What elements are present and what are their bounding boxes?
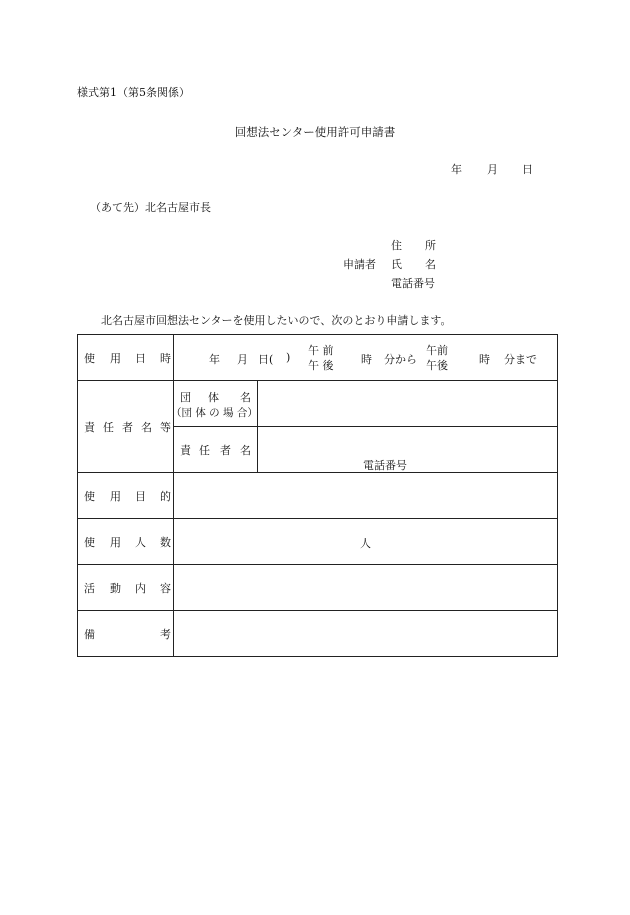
responsible-person-label: 責 任 者 名: [174, 427, 258, 473]
activity-row: [78, 565, 558, 611]
group-name-note: （団 体 の 場 合）: [171, 407, 258, 419]
phone-label: 電話番号: [391, 277, 435, 290]
end-am-label: 午前: [426, 344, 448, 357]
activity-label: 活 動 内 容: [78, 565, 174, 611]
purpose-field[interactable]: [174, 473, 558, 519]
purpose-label: 使 用 目 的: [78, 473, 174, 519]
until-label: 分まで: [504, 353, 537, 366]
name-label-char-1: 氏: [391, 258, 402, 271]
datetime-paren-close: ): [286, 351, 291, 364]
date-day-label: 日: [522, 163, 533, 176]
applicant-role-label: 申請者: [343, 258, 376, 271]
start-hour-label: 時: [361, 353, 372, 366]
form-number: 様式第1（第5条関係）: [77, 86, 190, 99]
datetime-day-paren: 日(: [258, 353, 274, 366]
use-datetime-row: [78, 335, 558, 381]
activity-field[interactable]: [174, 565, 558, 611]
date-month-label: 月: [487, 163, 498, 176]
purpose-row: [78, 473, 558, 519]
responsible-phone-label: 電話番号: [363, 459, 407, 472]
remarks-row: [78, 611, 558, 657]
group-name-field[interactable]: [258, 381, 558, 427]
end-pm-label: 午後: [426, 359, 448, 372]
use-datetime-label: 使 用 日 時: [78, 335, 174, 381]
from-label: 分から: [384, 353, 417, 366]
addressee: （あて先）北名古屋市長: [90, 201, 211, 214]
start-am-label: 午 前: [308, 344, 334, 357]
remarks-field[interactable]: [174, 611, 558, 657]
responsible-group-row: [78, 381, 558, 427]
date-year-label: 年: [451, 163, 462, 176]
document-title: 回想法センター使用許可申請書: [234, 125, 396, 139]
headcount-field[interactable]: [174, 519, 558, 565]
remarks-label: 備 考: [78, 611, 174, 657]
headcount-row: [78, 519, 558, 565]
use-datetime-field[interactable]: [174, 335, 558, 381]
application-table: [77, 334, 558, 657]
group-name-label: 団 体 名 （団 体 の 場 合）: [174, 381, 258, 427]
start-pm-label: 午 後: [308, 359, 334, 372]
responsible-label: 責 任 者 名 等: [78, 381, 174, 473]
address-label-char-1: 住: [391, 239, 402, 252]
datetime-year: 年: [209, 353, 220, 366]
headcount-unit: 人: [360, 537, 371, 550]
intro-text: 北名古屋市回想法センターを使用したいので、次のとおり申請します。: [101, 314, 452, 327]
responsible-person-field[interactable]: [258, 427, 558, 473]
datetime-month: 月: [237, 353, 248, 366]
headcount-label: 使 用 人 数: [78, 519, 174, 565]
end-hour-label: 時: [479, 353, 490, 366]
name-label-char-2: 名: [425, 258, 436, 271]
address-label-char-2: 所: [425, 239, 436, 252]
